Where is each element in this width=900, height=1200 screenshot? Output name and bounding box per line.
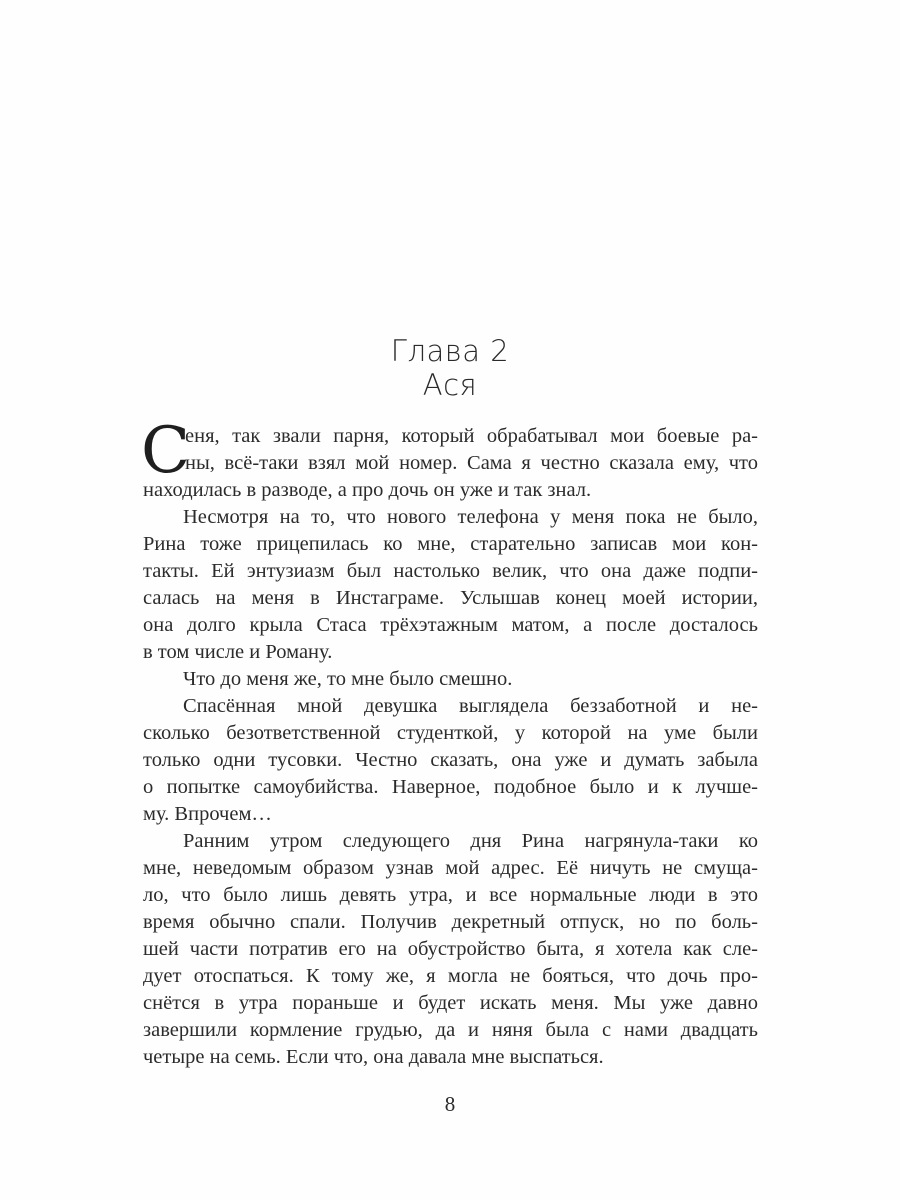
- text-line: время обычно спали. Получив декретный отпуск, но по боль-: [143, 911, 758, 933]
- text-line: мне, неведомым образом узнав мой адрес. Её ничуть не смуща-: [143, 857, 758, 879]
- text-line: ны, всё-таки взял мой номер. Сама я честно сказала ему, что: [185, 452, 758, 474]
- text-line: еня, так звали парня, который обрабатывал мои боевые ра-: [185, 425, 758, 447]
- text-line: ло, что было лишь девять утра, и все нормальные люди в это: [143, 884, 758, 906]
- chapter-title: Глава 2: [390, 334, 510, 368]
- text-line: в том числе и Роману.: [143, 641, 333, 663]
- text-line: находилась в разводе, а про дочь он уже и так знал.: [143, 479, 592, 501]
- text-line: четыре на семь. Если что, она давала мне выспаться.: [143, 1046, 604, 1068]
- text-line: Спасённая мной девушка выглядела беззаботной и не-: [183, 695, 758, 717]
- text-line: она долго крыла Стаса трёхэтажным матом, а после досталось: [143, 614, 758, 636]
- text-line: Рина тоже прицепилась ко мне, старательно записав мои кон-: [143, 533, 758, 555]
- page-number: 8: [444, 1092, 456, 1116]
- body-text: [141, 414, 758, 1071]
- text-line: дует отоспаться. К тому же, я могла не бояться, что дочь про-: [143, 965, 758, 987]
- text-line: такты. Ей энтузиазм был настолько велик, что она даже подпи-: [143, 560, 758, 582]
- text-line: завершили кормление грудью, да и няня была с нами двадцать: [143, 1019, 758, 1041]
- drop-cap: С: [141, 414, 190, 488]
- text-line: салась на меня в Инстаграме. Услышав конец моей истории,: [143, 587, 758, 609]
- text-line: снётся в утра пораньше и будет искать меня. Мы уже давно: [143, 992, 758, 1014]
- text-line: му. Впрочем…: [143, 803, 272, 825]
- text-line: только одни тусовки. Честно сказать, она уже и думать забыла: [143, 749, 758, 771]
- chapter-name: Ася: [422, 368, 478, 402]
- text-line: Несмотря на то, что нового телефона у меня пока не было,: [183, 506, 758, 528]
- text-line: шей части потратив его на обустройство быта, я хотела как сле-: [143, 938, 758, 960]
- text-line: сколько безответственной студенткой, у которой на уме были: [143, 722, 758, 744]
- text-line: Что до меня же, то мне было смешно.: [183, 668, 513, 690]
- text-line: о попытке самоубийства. Наверное, подобное было и к лучше-: [143, 776, 758, 798]
- text-line: Ранним утром следующего дня Рина нагрянула-таки ко: [183, 830, 758, 852]
